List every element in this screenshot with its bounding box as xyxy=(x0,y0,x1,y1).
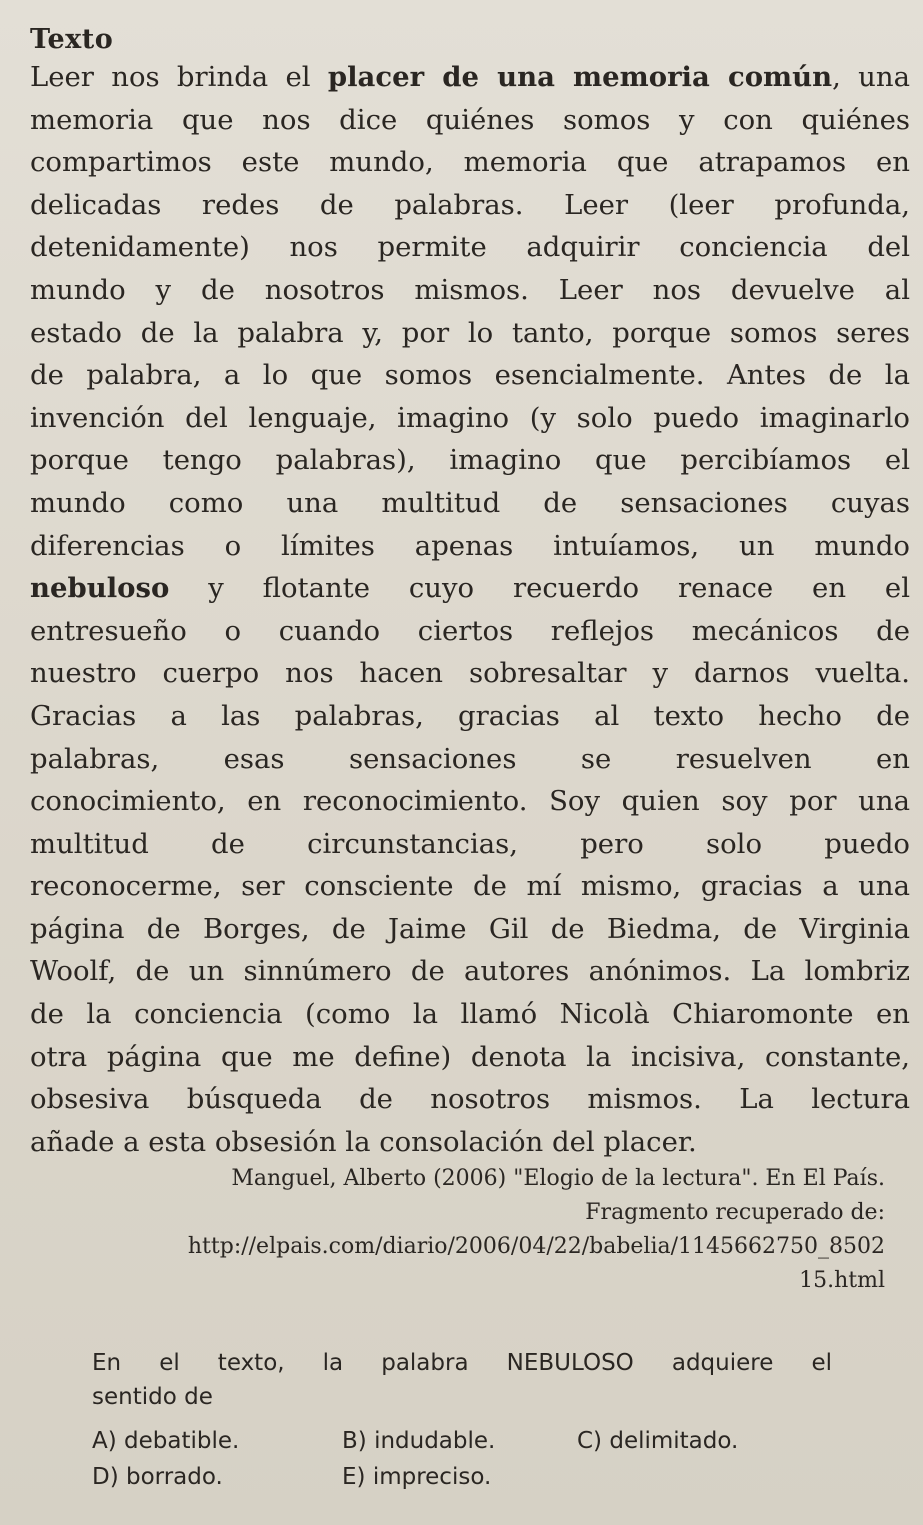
text-run: obsesiva búsqueda de nosotros mismos. La lectura xyxy=(30,1083,910,1116)
question-line: En el texto, la palabra NEBULOSO adquiere el xyxy=(92,1350,832,1376)
paragraph-line xyxy=(30,99,910,142)
paragraph-line xyxy=(30,439,910,482)
paragraph-line xyxy=(30,184,910,227)
paragraph-line xyxy=(30,950,910,993)
text-run: de palabra, a lo que somos esencialmente. Antes de la xyxy=(30,359,910,392)
paragraph-line xyxy=(30,610,910,653)
paragraph-line xyxy=(30,269,910,312)
text-run: de la conciencia (como la llamó Nicolà Chiaromonte en xyxy=(30,998,910,1031)
main-paragraph xyxy=(30,56,910,1163)
text-run: añade a esta obsesión la consolación del placer. xyxy=(30,1125,697,1158)
text-run: detenidamente) nos permite adquirir conciencia del xyxy=(30,231,910,264)
text-run: estado de la palabra y, por lo tanto, porque somos seres xyxy=(30,316,910,349)
paragraph-line xyxy=(30,823,910,866)
text-run: , una xyxy=(832,61,910,93)
paragraph-line xyxy=(30,525,910,568)
option-b: B) indudable. xyxy=(342,1428,496,1454)
option-a: A) debatible. xyxy=(92,1428,240,1454)
paragraph-line xyxy=(30,738,910,781)
text-run: mundo como una multitud de sensaciones cuyas xyxy=(30,486,910,519)
text-run: compartimos este mundo, memoria que atrapamos en xyxy=(30,146,910,179)
text-run: diferencias o límites apenas intuíamos, un mundo xyxy=(30,529,910,562)
option-e: E) impreciso. xyxy=(342,1464,492,1490)
text-run: mundo y de nosotros mismos. Leer nos devuelve al xyxy=(30,273,910,306)
text-run: reconocerme, ser consciente de mí mismo, gracias a una xyxy=(30,870,910,903)
paragraph-line xyxy=(30,1121,910,1164)
option-c: C) delimitado. xyxy=(577,1428,739,1454)
bold-text: placer de una memoria común xyxy=(327,61,833,93)
option-d: D) borrado. xyxy=(92,1464,223,1490)
text-run: nuestro cuerpo nos hacen sobresaltar y darnos vuelta. xyxy=(30,657,910,690)
text-run: delicadas redes de palabras. Leer (leer profunda, xyxy=(30,188,910,221)
paragraph-line xyxy=(30,226,910,269)
paragraph-line xyxy=(30,567,910,610)
paragraph-line xyxy=(30,993,910,1036)
paragraph-line xyxy=(30,652,910,695)
paragraph-line xyxy=(30,865,910,908)
text-run: Leer nos brinda el xyxy=(30,61,328,93)
text-run: conocimiento, en reconocimiento. Soy quien soy por una xyxy=(30,785,910,818)
question-line: sentido de xyxy=(92,1384,213,1410)
citation-url: http://elpais.com/diario/2006/04/22/babelia/1145662750_8502 xyxy=(187,1234,885,1259)
question-stem xyxy=(92,1346,832,1414)
text-run: Woolf, de un sinnúmero de autores anónimos. La lombriz xyxy=(30,955,910,988)
paragraph-line xyxy=(30,397,910,440)
paragraph-line xyxy=(30,312,910,355)
text-run: página de Borges, de Jaime Gil de Biedma, de Virginia xyxy=(30,912,910,945)
source-citation xyxy=(65,1162,885,1298)
section-title: Texto xyxy=(30,24,114,55)
paragraph-line xyxy=(30,695,910,738)
citation-line: Manguel, Alberto (2006) "Elogio de la lectura". En El País. xyxy=(231,1166,885,1191)
paragraph-line xyxy=(30,780,910,823)
text-run: memoria que nos dice quiénes somos y con quiénes xyxy=(30,103,910,136)
paragraph-line xyxy=(30,1036,910,1079)
citation-line: Fragmento recuperado de: xyxy=(585,1200,885,1225)
text-run: invención del lenguaje, imagino (y solo puedo imaginarlo xyxy=(30,401,910,434)
paragraph-line xyxy=(30,141,910,184)
paragraph-line xyxy=(30,482,910,525)
text-run: multitud de circunstancias, pero solo puedo xyxy=(30,827,910,860)
text-run: Gracias a las palabras, gracias al texto hecho de xyxy=(30,699,910,732)
text-run: entresueño o cuando ciertos reflejos mecánicos de xyxy=(30,614,910,647)
text-run: palabras, esas sensaciones se resuelven en xyxy=(30,742,910,775)
paragraph-line xyxy=(30,354,910,397)
citation-url: 15.html xyxy=(799,1268,885,1293)
paragraph-line xyxy=(30,1078,910,1121)
text-run: porque tengo palabras), imagino que percibíamos el xyxy=(30,444,910,477)
text-run: y flotante cuyo recuerdo renace en el xyxy=(169,572,910,605)
paragraph-line xyxy=(30,908,910,951)
text-run: otra página que me define) denota la incisiva, constante, xyxy=(30,1040,910,1073)
paragraph-line xyxy=(30,56,910,99)
bold-text: nebuloso xyxy=(30,572,170,605)
